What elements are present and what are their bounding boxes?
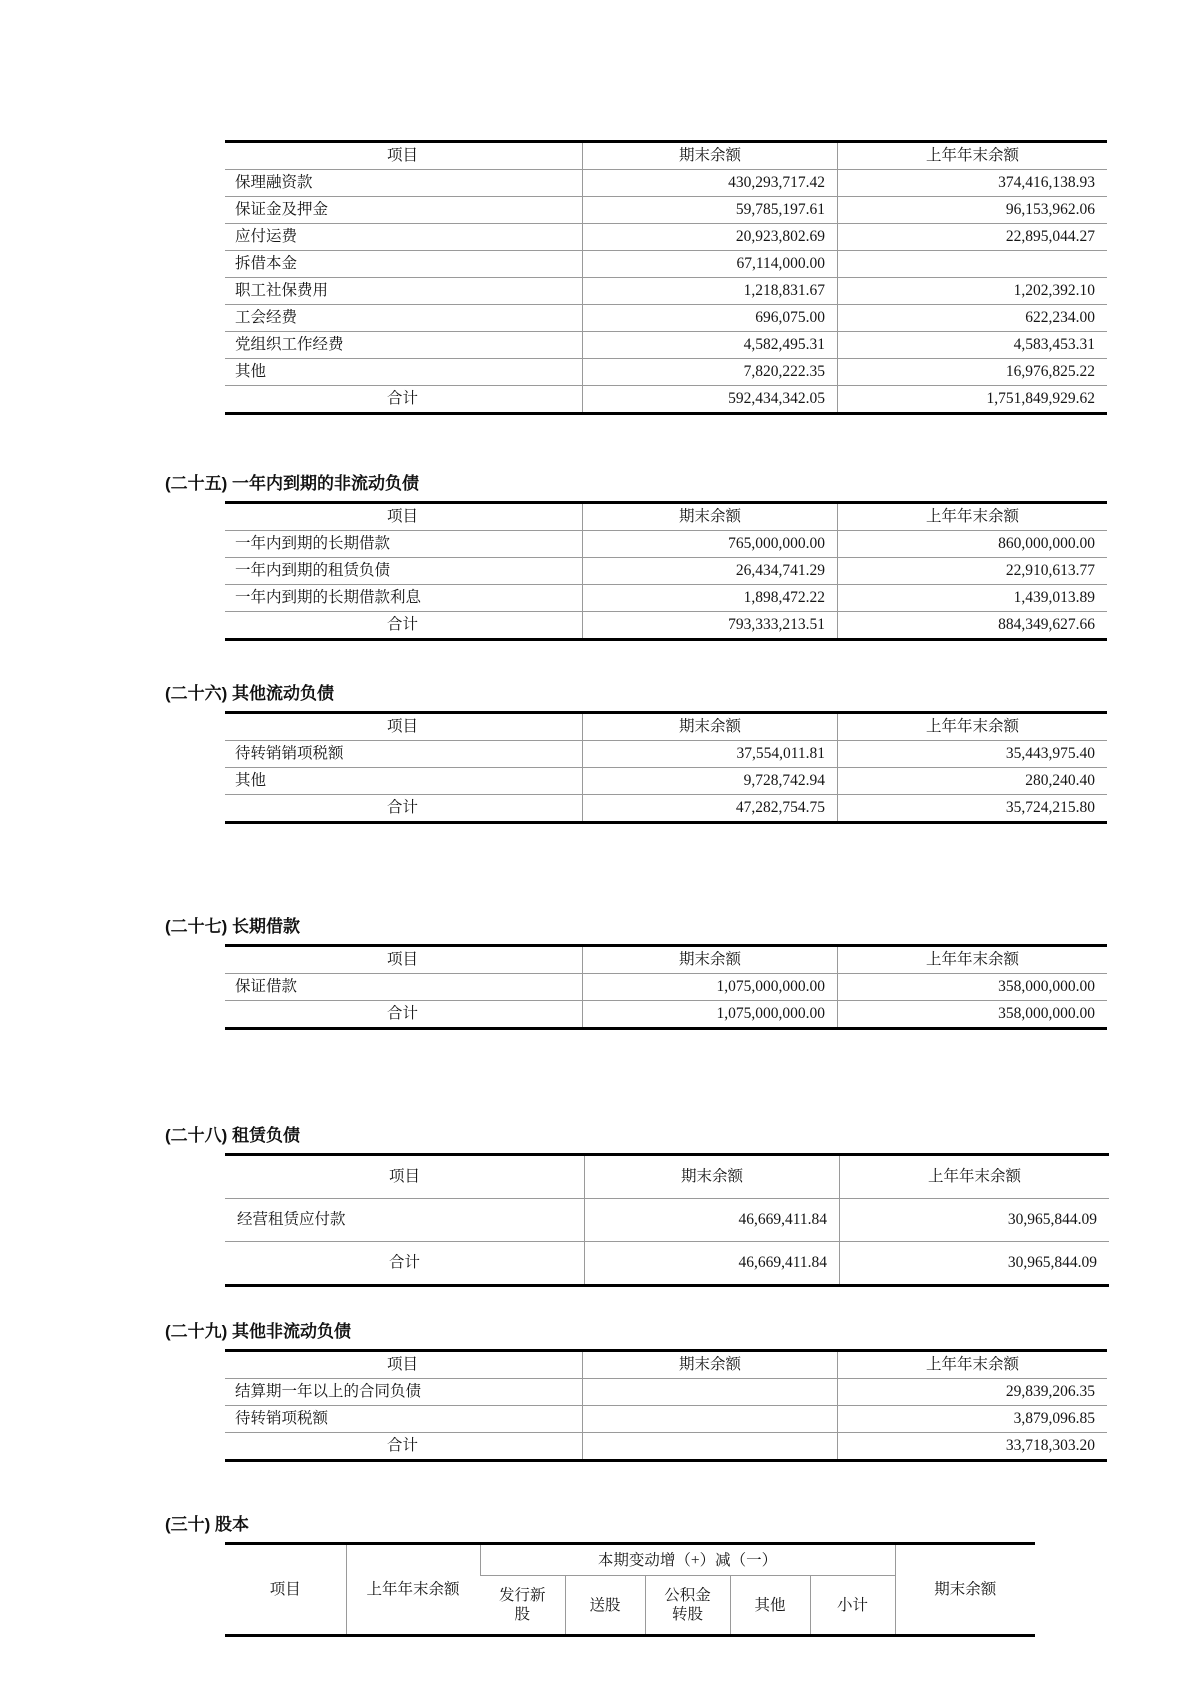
item-cell: 结算期一年以上的合同负债 (225, 1379, 583, 1406)
lease-liabilities-table (225, 1153, 1109, 1287)
table-row (225, 768, 1107, 795)
column-header-ending-balance: 期末余额 (583, 142, 838, 170)
amount-cell: 1,075,000,000.00 (583, 974, 838, 1001)
total-label-cell: 合计 (225, 612, 583, 640)
item-cell: 应付运费 (225, 224, 583, 251)
amount-cell: 37,554,011.81 (583, 741, 838, 768)
amount-cell: 47,282,754.75 (583, 795, 838, 823)
other-payables-table (225, 140, 1107, 415)
amount-cell (583, 1379, 838, 1406)
total-label-cell: 合计 (225, 386, 583, 414)
amount-cell: 358,000,000.00 (838, 1001, 1108, 1029)
current-portion-noncurrent-liabilities-table (225, 501, 1107, 641)
section-27 (0, 916, 1200, 1030)
table-row (225, 585, 1107, 612)
table-row (225, 1406, 1107, 1433)
section-28 (0, 1125, 1200, 1287)
amount-cell: 30,965,844.09 (840, 1199, 1110, 1242)
other-current-liabilities-table (225, 711, 1107, 824)
column-header-prior-balance: 上年年末余额 (838, 142, 1108, 170)
amount-cell: 35,443,975.40 (838, 741, 1108, 768)
other-noncurrent-liabilities-table (225, 1349, 1107, 1462)
amount-cell: 16,976,825.22 (838, 359, 1108, 386)
amount-cell: 26,434,741.29 (583, 558, 838, 585)
amount-cell: 1,439,013.89 (838, 585, 1108, 612)
total-row (225, 1242, 1109, 1286)
column-header-ending-balance: 期末余额 (583, 1351, 838, 1379)
amount-cell: 1,898,472.22 (583, 585, 838, 612)
column-header-change-group: 本期变动增（+）减（一） (480, 1544, 895, 1576)
amount-cell: 793,333,213.51 (583, 612, 838, 640)
long-term-borrowings-table (225, 944, 1107, 1030)
column-header-item: 项目 (269, 1581, 301, 1598)
column-header-ending-balance: 期末余额 (585, 1155, 840, 1199)
amount-cell: 9,728,742.94 (583, 768, 838, 795)
column-header-item: 项目 (386, 951, 418, 968)
table-row (225, 741, 1107, 768)
column-header-item: 项目 (386, 1356, 418, 1373)
column-header-ending-balance: 期末余额 (895, 1544, 1035, 1636)
table-header-row (225, 503, 1107, 531)
table-header-row (225, 142, 1107, 170)
item-cell: 待转销销项税额 (225, 741, 583, 768)
amount-cell: 4,583,453.31 (838, 332, 1108, 359)
item-cell: 工会经费 (225, 305, 583, 332)
item-cell: 一年内到期的长期借款 (225, 531, 583, 558)
amount-cell: 46,669,411.84 (585, 1199, 840, 1242)
column-header-prior-balance: 上年年末余额 (840, 1155, 1110, 1199)
total-row (225, 386, 1107, 414)
section-25 (0, 473, 1200, 641)
item-cell: 保证借款 (225, 974, 583, 1001)
amount-cell: 1,075,000,000.00 (583, 1001, 838, 1029)
section-title: (二十九) 其他非流动负债 (165, 1322, 352, 1341)
amount-cell: 860,000,000.00 (838, 531, 1108, 558)
table-row (225, 974, 1107, 1001)
column-header-item: 项目 (386, 147, 418, 164)
amount-cell: 1,218,831.67 (583, 278, 838, 305)
amount-cell: 30,965,844.09 (840, 1242, 1110, 1286)
amount-cell: 7,820,222.35 (583, 359, 838, 386)
item-cell: 待转销项税额 (225, 1406, 583, 1433)
total-label-cell: 合计 (225, 1242, 585, 1286)
section-29 (0, 1321, 1200, 1462)
total-label-cell: 合计 (225, 795, 583, 823)
total-label-cell: 合计 (225, 1001, 583, 1029)
total-label-cell: 合计 (225, 1433, 583, 1461)
amount-cell: 622,234.00 (838, 305, 1108, 332)
column-header-prior-balance: 上年年末余额 (838, 946, 1108, 974)
column-header-new-shares: 发行新股 (480, 1576, 565, 1636)
item-cell: 一年内到期的长期借款利息 (225, 585, 583, 612)
amount-cell (838, 251, 1108, 278)
amount-cell: 35,724,215.80 (838, 795, 1108, 823)
column-header-prior-balance: 上年年末余额 (346, 1544, 480, 1636)
item-cell: 其他 (225, 359, 583, 386)
table-row (225, 1379, 1107, 1406)
amount-cell: 20,923,802.69 (583, 224, 838, 251)
amount-cell: 696,075.00 (583, 305, 838, 332)
item-cell: 拆借本金 (225, 251, 583, 278)
amount-cell: 280,240.40 (838, 768, 1108, 795)
total-row (225, 1001, 1107, 1029)
item-cell: 其他 (225, 768, 583, 795)
item-cell: 保理融资款 (225, 170, 583, 197)
item-cell: 经营租赁应付款 (225, 1199, 585, 1242)
amount-cell: 430,293,717.42 (583, 170, 838, 197)
column-header-ending-balance: 期末余额 (583, 503, 838, 531)
amount-cell: 1,751,849,929.62 (838, 386, 1108, 414)
column-header-prior-balance: 上年年末余额 (838, 503, 1108, 531)
item-cell: 党组织工作经费 (225, 332, 583, 359)
column-header-subtotal: 小计 (810, 1576, 895, 1636)
item-cell: 一年内到期的租赁负债 (225, 558, 583, 585)
table-row (225, 197, 1107, 224)
amount-cell: 29,839,206.35 (838, 1379, 1108, 1406)
table-row (225, 170, 1107, 197)
table-row (225, 251, 1107, 278)
amount-cell: 3,879,096.85 (838, 1406, 1108, 1433)
item-cell: 职工社保费用 (225, 278, 583, 305)
amount-cell: 59,785,197.61 (583, 197, 838, 224)
amount-cell: 765,000,000.00 (583, 531, 838, 558)
column-header-bonus-shares: 送股 (565, 1576, 645, 1636)
section-30 (0, 1514, 1200, 1637)
section-title: (二十七) 长期借款 (165, 917, 301, 936)
total-row (225, 795, 1107, 823)
amount-cell: 22,910,613.77 (838, 558, 1108, 585)
table-header-row (225, 1351, 1107, 1379)
table-header-row (225, 946, 1107, 974)
table-row (225, 359, 1107, 386)
column-header-item: 项目 (386, 508, 418, 525)
amount-cell: 33,718,303.20 (838, 1433, 1108, 1461)
table-row (225, 558, 1107, 585)
section-title: (三十) 股本 (165, 1515, 250, 1534)
table-row (225, 305, 1107, 332)
share-table-group-header-row (225, 1544, 1035, 1576)
section-26 (0, 683, 1200, 824)
amount-cell: 46,669,411.84 (585, 1242, 840, 1286)
amount-cell: 1,202,392.10 (838, 278, 1108, 305)
amount-cell: 22,895,044.27 (838, 224, 1108, 251)
section-title: (二十六) 其他流动负债 (165, 684, 335, 703)
amount-cell: 592,434,342.05 (583, 386, 838, 414)
column-header-ending-balance: 期末余额 (583, 713, 838, 741)
amount-cell: 67,114,000.00 (583, 251, 838, 278)
column-header-item: 项目 (386, 718, 418, 735)
column-header-reserve-conversion: 公积金转股 (645, 1576, 730, 1636)
item-cell: 保证金及押金 (225, 197, 583, 224)
section-title: (二十八) 租赁负债 (165, 1126, 301, 1145)
share-capital-table (225, 1542, 1035, 1637)
total-row (225, 1433, 1107, 1461)
amount-cell (583, 1406, 838, 1433)
table-header-row (225, 1155, 1109, 1199)
amount-cell: 358,000,000.00 (838, 974, 1108, 1001)
amount-cell: 4,582,495.31 (583, 332, 838, 359)
table-header-row (225, 713, 1107, 741)
amount-cell (583, 1433, 838, 1461)
column-header-prior-balance: 上年年末余额 (838, 1351, 1108, 1379)
section-title: (二十五) 一年内到期的非流动负债 (165, 474, 420, 493)
column-header-item: 项目 (388, 1168, 420, 1185)
table-row (225, 1199, 1109, 1242)
table-row (225, 224, 1107, 251)
amount-cell: 96,153,962.06 (838, 197, 1108, 224)
table-row (225, 332, 1107, 359)
amount-cell: 884,349,627.66 (838, 612, 1108, 640)
table-row (225, 531, 1107, 558)
amount-cell: 374,416,138.93 (838, 170, 1108, 197)
table-row (225, 278, 1107, 305)
column-header-other: 其他 (730, 1576, 810, 1636)
total-row (225, 612, 1107, 640)
column-header-prior-balance: 上年年末余额 (838, 713, 1108, 741)
column-header-ending-balance: 期末余额 (583, 946, 838, 974)
